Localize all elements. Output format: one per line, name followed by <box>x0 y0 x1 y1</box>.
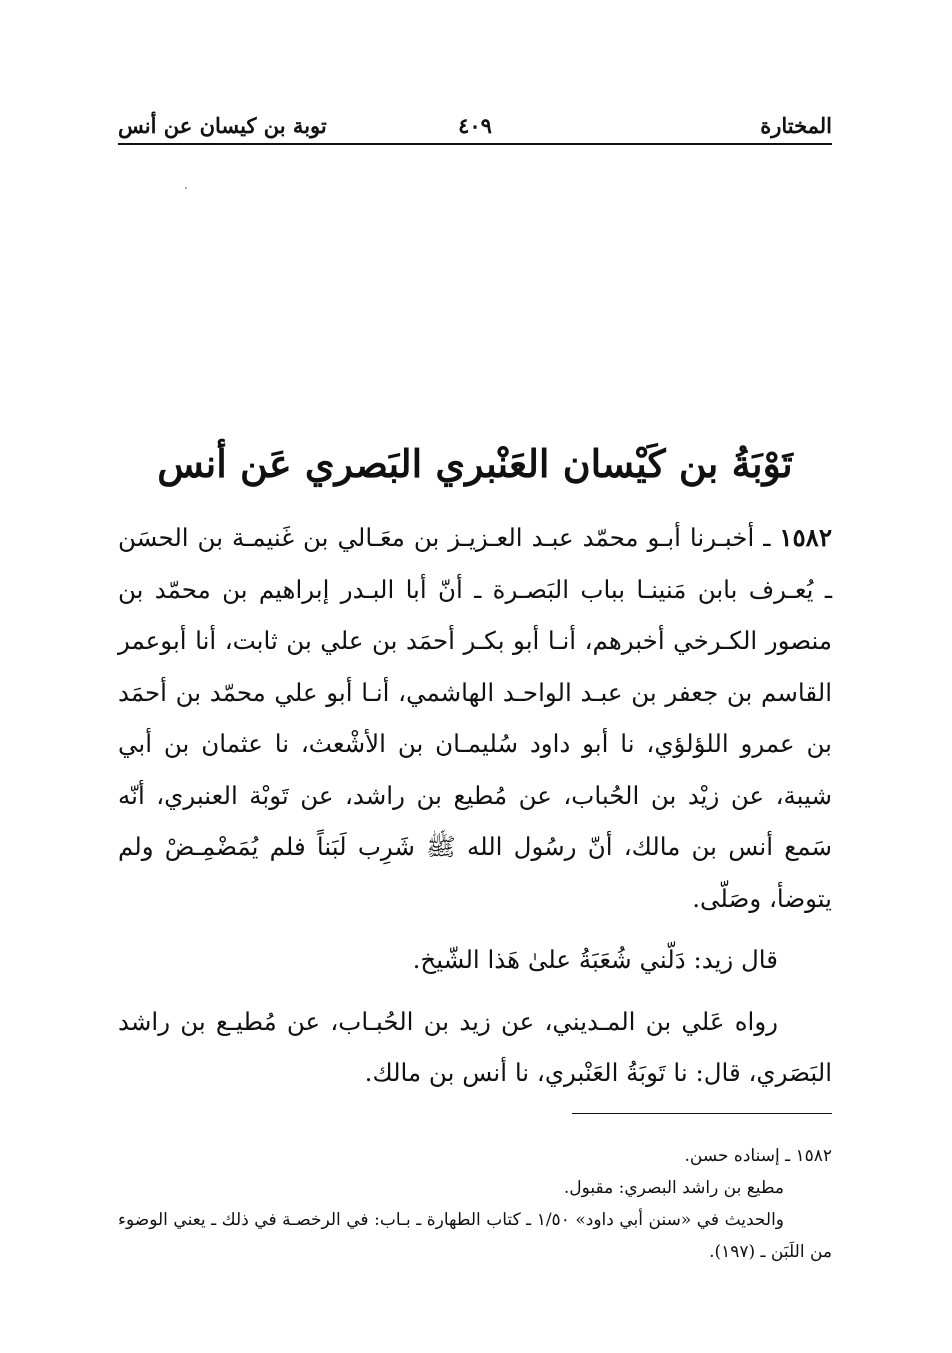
hadith-paragraph <box>118 512 832 924</box>
footnote-line-1: ١٥٨٢ ـ إسناده حسن. <box>684 1146 832 1166</box>
running-header <box>118 108 832 142</box>
zaid-quote: قال زيد: دَلّني شُعَبَةُ علىٰ هَذا الشّيخ. <box>412 945 778 974</box>
hadith-text: ـ أخبـرنا أبـو محمّد عبـد العـزيـز بن معَـالي بن غَنيمـة بن الحسَن ـ يُعـرف بابن مَنينـا بباب البَصـرة ـ أنّ أبا البـدر إبراهيم بن محمّد بن منصور الكـرخي أخبرهم، أنـا أبو بكـر أحمَد بن علي بن ثابت، أنا أبوعمر القاسم بن جعفر بن عبـد الواحـد الهاشمي، أنـا أبو علي محمّد بن أحمَد بن عمرو اللؤلؤي، نا أبو داود سُليمـان بن الأشْعث، نا عثمان بن أبي شيبة، عن زيْد بن الحُباب، عن مُطيع بن راشد، عن تَوبْة العنبري، أنّه سَمع أنس بن مالك، أنّ رسُول الله ﷺ شَرِب لَبَناً فلم يُمَضْمِـضْ ولم يتوضأ، وصَلّى. <box>118 523 832 913</box>
header-rule <box>118 143 832 145</box>
page-number: ٤٠٩ <box>458 112 492 138</box>
footnote-rule <box>572 1113 832 1114</box>
print-speck <box>185 187 187 189</box>
header-section-title: توبة بن كيسان عن أنس <box>118 112 327 138</box>
footnote-line-3: والحديث في «سنن أبي داود» ١/٥٠ ـ كتاب الطهارة ـ بـاب: في الرخصـة في ذلك ـ يعني الوضوء من اللَبَن ـ (١٩٧). <box>118 1210 832 1262</box>
footnote-line-2: مطيع بن راشد البصري: مقبول. <box>563 1178 784 1198</box>
hadith-number: ١٥٨٢ <box>779 523 832 552</box>
main-text <box>118 512 832 1099</box>
riwaya-paragraph: رواه عَلي بن المـديني، عن زيد بن الحُبـاب، عن مُطيـع بن راشد البَصَري، قال: نا تَوبَةُ العَنْبري، نا أنس بن مالك. <box>118 1006 832 1087</box>
header-book-title: المختارة <box>760 112 832 138</box>
chapter-title: تَوْبَةُ بن كَيْسان العَنْبري البَصري عَن أنس <box>157 441 793 486</box>
footnotes <box>118 1140 832 1268</box>
